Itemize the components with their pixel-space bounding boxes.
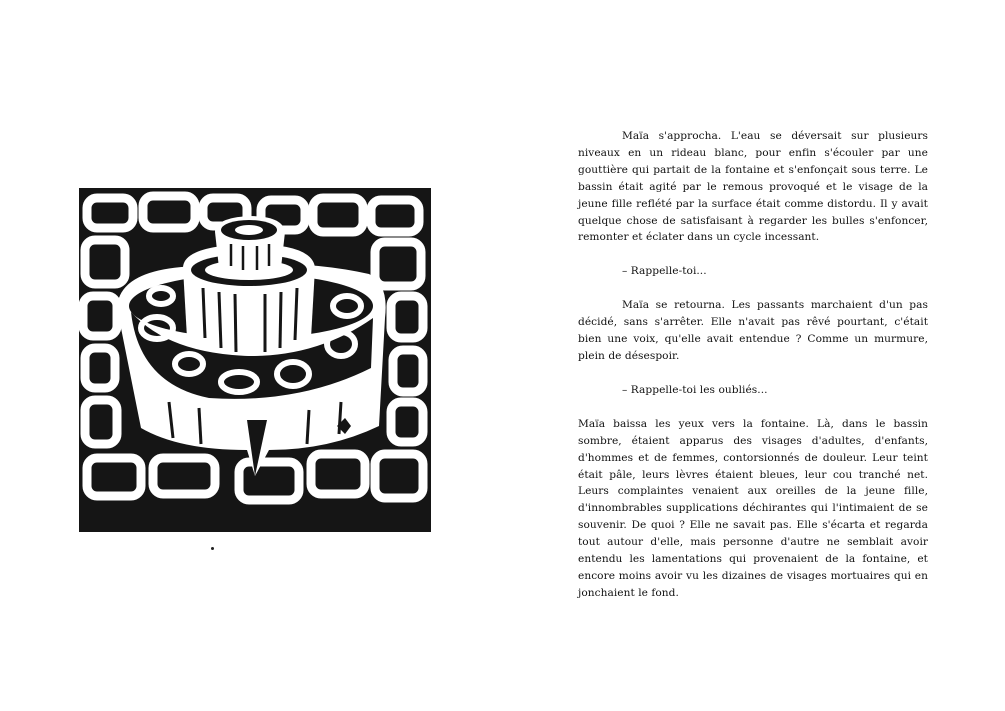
paragraph-1: Maïa s'approcha. L'eau se déversait sur plusieurs niveaux en un rideau blanc, pour enfin s'écouler par une gouttière qui partait de la fontaine et s'enfonçait sous terre. Le bassin était agité par le remous provoqué et le visage de la jeune fille reflété par la surface était comme distordu. Il y avait quelque chose de satisfaisant à regarder les bulles s'enfoncer, remonter et éclater dans un cycle incessant. bbox=[578, 130, 928, 244]
ink-speck bbox=[211, 547, 214, 550]
paragraph-2: Maïa se retourna. Les passants marchaient d'un pas décidé, sans s'arrêter. Elle n'avait pas rêvé pourtant, c'était bien une voix, qu'elle avait entendue ? Comme un murmure, plein de désespoir. bbox=[578, 299, 928, 362]
dialog-line-2: – Rappelle-toi les oubliés... bbox=[622, 383, 768, 396]
linocut-fountain-illustration bbox=[79, 188, 431, 532]
paragraph-3: Maïa baissa les yeux vers la fontaine. Là, dans le bassin sombre, étaient apparus des visages d'adultes, d'enfants, d'hommes et de femmes, contorsionnés de douleur. Leur teint était pâle, leurs lèvres étaient bleues, leur cou tranché net. Leurs complaintes venaient aux oreilles de la jeune fille, d'innombrables supplications déchirantes qui l'intimaient de se souvenir. De quoi ? Elle ne savait pas. Elle s'écarta et regarda tout autour d'elle, mais personne d'autre ne semblait avoir entendu les lamentations qui provenaient de la fontaine, et encore moins avoir vu les dizaines de visages mortuaires qui en jonchaient le fond. bbox=[578, 417, 928, 599]
story-text bbox=[578, 128, 928, 602]
dialog-line-1: – Rappelle-toi... bbox=[622, 265, 707, 278]
fountain-top-spout bbox=[215, 216, 285, 274]
